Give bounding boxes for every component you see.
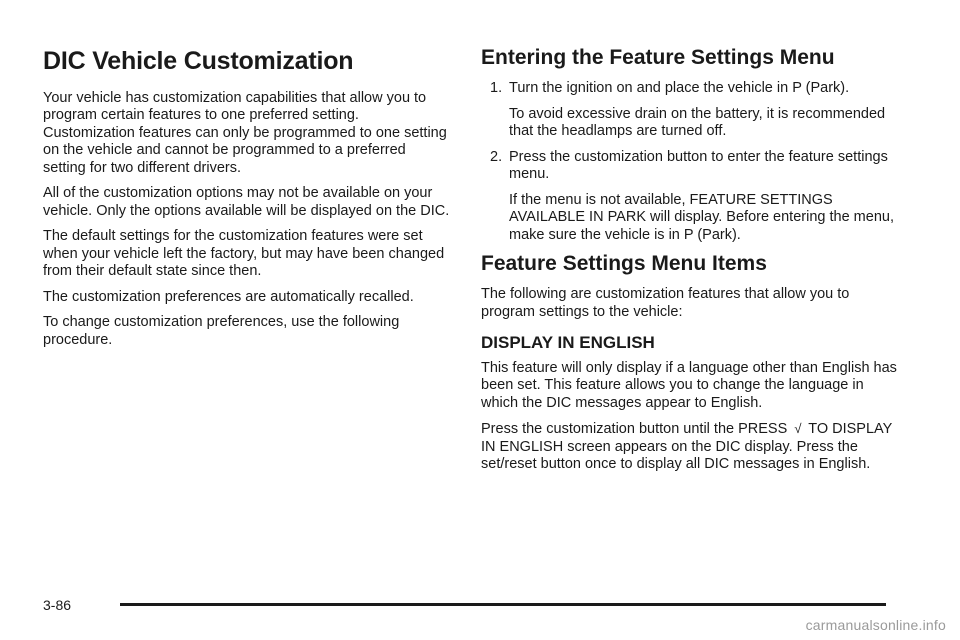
step-text: Turn the ignition on and place the vehicle in P (Park).	[509, 80, 850, 97]
paragraph	[481, 420, 901, 474]
text-segment: TO DISPLAY IN ENGLISH screen appears on the DIC display. Press the set/reset button once to display all DIC messages in English.	[481, 421, 893, 473]
paragraph: The customization preferences are automatically recalled.	[43, 288, 414, 305]
step-text: Press the customization button to enter the feature settings menu.	[509, 148, 888, 183]
section-heading-entering: Entering the Feature Settings Menu	[481, 46, 835, 69]
text-segment: Press the customization button until the PRESS	[481, 421, 788, 438]
checkmark-icon: √	[794, 421, 802, 437]
step-note: If the menu is not available, FEATURE SETTINGS AVAILABLE IN PARK will display. Before entering the menu, make sure the vehicle is in P (Park).	[509, 191, 894, 243]
right-column	[481, 40, 901, 482]
steps-list	[481, 80, 901, 244]
footer-divider	[120, 603, 886, 606]
step-note: To avoid excessive drain on the battery, it is recommended that the headlamps are turned off.	[509, 105, 886, 140]
watermark: carmanualsonline.info	[805, 617, 946, 633]
paragraph: To change customization preferences, use the following procedure.	[43, 314, 400, 348]
paragraph: The following are customization features that allow you to program settings to the vehicle:	[481, 286, 850, 320]
page-title: DIC Vehicle Customization	[43, 47, 354, 75]
list-item	[481, 149, 901, 245]
step-number: 2.	[490, 148, 503, 165]
subsection-heading-display-english: DISPLAY IN ENGLISH	[481, 333, 655, 353]
paragraph: The default settings for the customization features were set when your vehicle left the factory, but may have been changed from their default state since then.	[43, 228, 445, 279]
list-item	[481, 80, 901, 141]
step-number: 1.	[490, 80, 503, 97]
paragraph: This feature will only display if a language other than English has been set. This feature allows you to change the language in which the DIC messages appear to English.	[481, 359, 897, 411]
page-number: 3-86	[43, 597, 72, 613]
section-heading-menu-items: Feature Settings Menu Items	[481, 252, 767, 276]
left-column	[43, 40, 451, 357]
paragraph: All of the customization options may not be available on your vehicle. Only the options available will be displayed on the DIC.	[43, 185, 450, 219]
paragraph: Your vehicle has customization capabilities that allow you to program certain features to one preferred setting. Customization features can only be programmed to one setting on the vehicle and cannot be programmed to a preferred setting for two different drivers.	[43, 89, 447, 176]
